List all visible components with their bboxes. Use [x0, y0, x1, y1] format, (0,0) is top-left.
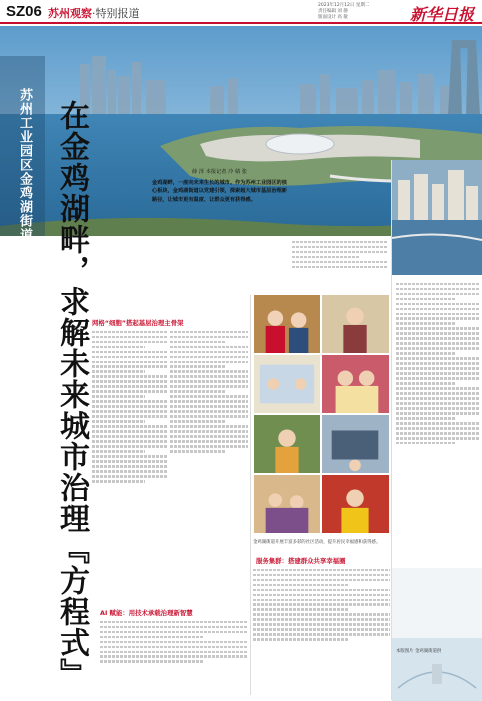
lede-block: [152, 168, 287, 204]
headline-subtitle: 苏州工业园区金鸡湖街道加快构建面向未来的新型城市基层治理体系: [17, 88, 32, 508]
activity-photo-1: [253, 294, 321, 354]
headline-main: 在金鸡湖畔，求解未来城市治理『方程式』: [54, 100, 89, 689]
activity-photo-2: [321, 294, 390, 354]
column-divider: [391, 160, 392, 700]
article-column-5: [253, 566, 390, 698]
section-title: [48, 5, 140, 21]
article-column-2: [170, 328, 248, 608]
date-line-1: 2023年12月12日 星期二: [318, 3, 370, 8]
activity-photo-4: [321, 354, 390, 414]
date-line-3: 版面设计 高 敏: [318, 15, 348, 20]
photo-credit: 本版图片 金鸡湖街道供: [396, 649, 442, 654]
activity-photo-grid: [253, 294, 390, 534]
photo-grid-caption: 金鸡湖街道开展丰富多彩的社区活动，提升居民幸福感和获得感。: [253, 540, 381, 545]
lakeside-photo: [392, 568, 482, 701]
activity-photo-7: [253, 474, 321, 534]
date-line-2: 责任编辑 刘 静: [318, 9, 348, 14]
activity-photo-3: [253, 354, 321, 414]
section-subtitle: ·特别报道: [92, 7, 140, 20]
newspaper-logo: 新华日报: [409, 5, 474, 24]
section-name: 苏州观察: [48, 7, 92, 20]
subhead-service-cluster: 服务集群：搭建群众共享幸福圈: [256, 557, 346, 565]
column-divider: [250, 295, 251, 695]
lede-byline: 薛 泽 本报记者 冷 婧 张: [192, 169, 247, 175]
activity-photo-5: [253, 414, 321, 474]
activity-photo-8: [321, 474, 390, 534]
residential-aerial-photo: [392, 160, 482, 275]
lede-text: 金鸡湖畔，一座向未来生长的城市。作为苏州工业园区的核心板块，金鸡湖街道以党建引领，探索超大城市基层治理新路径，让城市更有温度、让群众更有获得感。: [152, 179, 287, 203]
article-column-3: [100, 618, 248, 698]
subhead-grid-cells: 网格“细胞”搭起基层治理主骨架: [92, 319, 184, 327]
article-column-6: [396, 280, 480, 564]
date-box: [318, 3, 398, 21]
page-header: [0, 0, 482, 24]
page-number: SZ06: [6, 3, 42, 20]
article-column-4: [292, 238, 387, 290]
activity-photo-6: [321, 414, 390, 474]
subhead-ai: AI 赋能：用技术承载治理新智慧: [100, 609, 193, 617]
